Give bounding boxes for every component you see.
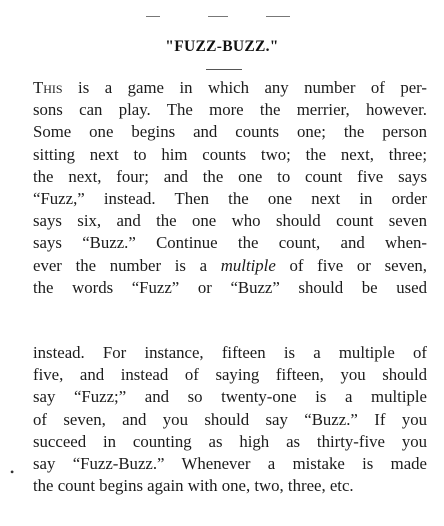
line-text: ever the number is a <box>33 255 221 275</box>
paragraph-one <box>33 77 427 299</box>
text-line <box>33 77 427 99</box>
text-line: “Fuzz,” instead. Then the one next in order <box>33 189 427 209</box>
line-text: of five or seven, <box>275 255 427 275</box>
page-title: "FUZZ-BUZZ." <box>165 38 279 55</box>
text-line <box>33 255 427 277</box>
text-line: succeed in counting as high as thirty-five you <box>33 431 427 451</box>
text-line: the count begins again with one, two, three, etc. <box>33 476 354 496</box>
text-line: sitting next to him counts two; the next, three; <box>33 144 427 164</box>
text-line: says six, and the one who should count seven <box>33 211 427 231</box>
text-line: say “Fuzz-Buzz.” Whenever a mistake is made <box>33 454 427 474</box>
top-rule-center <box>208 16 228 17</box>
text-line: five, and instead of saying fifteen, you should <box>33 365 427 385</box>
top-rule-left <box>146 16 160 17</box>
text-line: sons can play. The more the merrier, however. <box>33 100 427 120</box>
text-line: the words “Fuzz” or “Buzz” should be used <box>33 277 427 297</box>
top-rule-right <box>266 16 290 17</box>
margin-bullet-mark: • <box>10 465 15 479</box>
lead-in-word: This <box>33 78 63 97</box>
text-line: say “Fuzz;” and so twenty-one is a multiple <box>33 387 427 407</box>
emphasis-word: multiple <box>220 255 276 275</box>
line-text: is a game in which any number of per- <box>62 78 427 97</box>
title-underline <box>206 69 242 70</box>
text-line: of seven, and you should say “Buzz.” If you <box>33 409 427 429</box>
paragraph-two <box>33 342 427 497</box>
text-line: the next, four; and the one to count five says <box>33 166 427 186</box>
text-line: says “Buzz.” Continue the count, and when- <box>33 233 427 253</box>
text-line: Some one begins and counts one; the person <box>33 122 427 142</box>
text-line: instead. For instance, fifteen is a multiple of <box>33 343 427 362</box>
